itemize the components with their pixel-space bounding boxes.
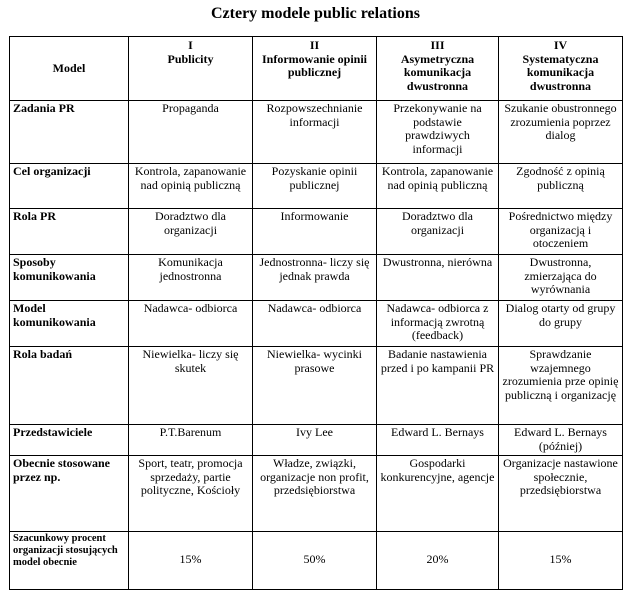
table-row	[10, 209, 623, 255]
models-table	[9, 36, 623, 590]
table-cell: Pośrednictwo między organizacją i otoczeniem	[499, 209, 623, 255]
table-row	[10, 164, 623, 209]
column-label: Publicity	[167, 51, 214, 66]
table-cell: Kontrola, zapanowanie nad opinią publiczną	[377, 164, 499, 209]
column-header-4	[499, 37, 623, 101]
table-cell: Nadawca- odbiorca	[253, 301, 377, 347]
column-roman: II	[309, 38, 320, 52]
table-cell: Rozpowszechnianie informacji	[253, 101, 377, 164]
table-cell: Gospodarki konkurencyjne, agencje	[377, 456, 499, 532]
table-cell: Sprawdzanie wzajemnego zrozumienia prze opinię publiczną i organizację	[499, 347, 623, 425]
table-row	[10, 255, 623, 301]
table-cell: Dwustronna, nierówna	[377, 255, 499, 301]
table-cell: P.T.Barenum	[129, 425, 253, 456]
row-header: Model komunikowania	[10, 301, 129, 347]
table-cell: Edward L. Bernays	[377, 425, 499, 456]
column-label: Asymetryczna komunikacja dwustronna	[400, 51, 475, 93]
table-cell: Doradztwo dla organizacji	[129, 209, 253, 255]
page-title: Cztery modele public relations	[210, 5, 420, 22]
table-cell: Komunikacja jednostronna	[129, 255, 253, 301]
table-cell: Organizacje nastawione społecznie, przedsiębiorstwa	[499, 456, 623, 532]
table-cell: Kontrola, zapanowanie nad opinią publiczną	[129, 164, 253, 209]
table-cell: Nadawca- odbiorca	[129, 301, 253, 347]
table-row	[10, 532, 623, 590]
table-cell: 15%	[499, 532, 623, 590]
table-cell: Ivy Lee	[253, 425, 377, 456]
table-row	[10, 301, 623, 347]
column-roman: IV	[553, 38, 568, 52]
table-cell: Propaganda	[129, 101, 253, 164]
table-cell: Nadawca- odbiorca z informacją zwrotną (feedback)	[377, 301, 499, 347]
column-header-3	[377, 37, 499, 101]
table-cell: Sport, teatr, promocja sprzedaży, partie polityczne, Kościoły	[129, 456, 253, 532]
row-header: Rola badań	[10, 347, 129, 425]
table-row	[10, 347, 623, 425]
row-header: Przedstawiciele	[10, 425, 129, 456]
table-cell: Niewielka- liczy się skutek	[129, 347, 253, 425]
table-cell: Zgodność z opinią publiczną	[499, 164, 623, 209]
column-label: Informowanie opinii publicznej	[261, 51, 367, 79]
table-cell: Władze, związki, organizacje non profit, przedsiębiorstwa	[253, 456, 377, 532]
table-cell: Edward L. Bernays (później)	[499, 425, 623, 456]
table-cell: Niewielka- wycinki prasowe	[253, 347, 377, 425]
table-cell: Informowanie	[253, 209, 377, 255]
column-label: Systematyczna komunikacja dwustronna	[522, 51, 599, 93]
table-cell: Dwustronna, zmierzająca do wyrównania	[499, 255, 623, 301]
column-header-model: Model	[10, 37, 129, 101]
row-header: Zadania PR	[10, 101, 129, 164]
table-row	[10, 456, 623, 532]
column-header-2	[253, 37, 377, 101]
column-roman: III	[430, 38, 445, 52]
column-header-1	[129, 37, 253, 101]
header-row	[10, 37, 623, 101]
table-cell: Jednostronna- liczy się jednak prawda	[253, 255, 377, 301]
table-row	[10, 425, 623, 456]
row-header: Szacunkowy procent organizacji stosujących model obecnie	[10, 532, 129, 590]
table-cell: 15%	[129, 532, 253, 590]
row-header: Sposoby komunikowania	[10, 255, 129, 301]
table-cell: Doradztwo dla organizacji	[377, 209, 499, 255]
table-cell: Dialog otarty od grupy do grupy	[499, 301, 623, 347]
table-cell: Szukanie obustronnego zrozumienia poprzez dialog	[499, 101, 623, 164]
table-cell: 50%	[253, 532, 377, 590]
table-cell: Badanie nastawienia przed i po kampanii PR	[377, 347, 499, 425]
row-header: Cel organizacji	[10, 164, 129, 209]
column-roman: I	[188, 38, 193, 52]
row-header: Obecnie stosowane przez np.	[10, 456, 129, 532]
table-cell: Przekonywanie na podstawie prawdziwych informacji	[377, 101, 499, 164]
table-cell: Pozyskanie opinii publicznej	[253, 164, 377, 209]
table-cell: 20%	[377, 532, 499, 590]
table-row	[10, 101, 623, 164]
row-header: Rola PR	[10, 209, 129, 255]
